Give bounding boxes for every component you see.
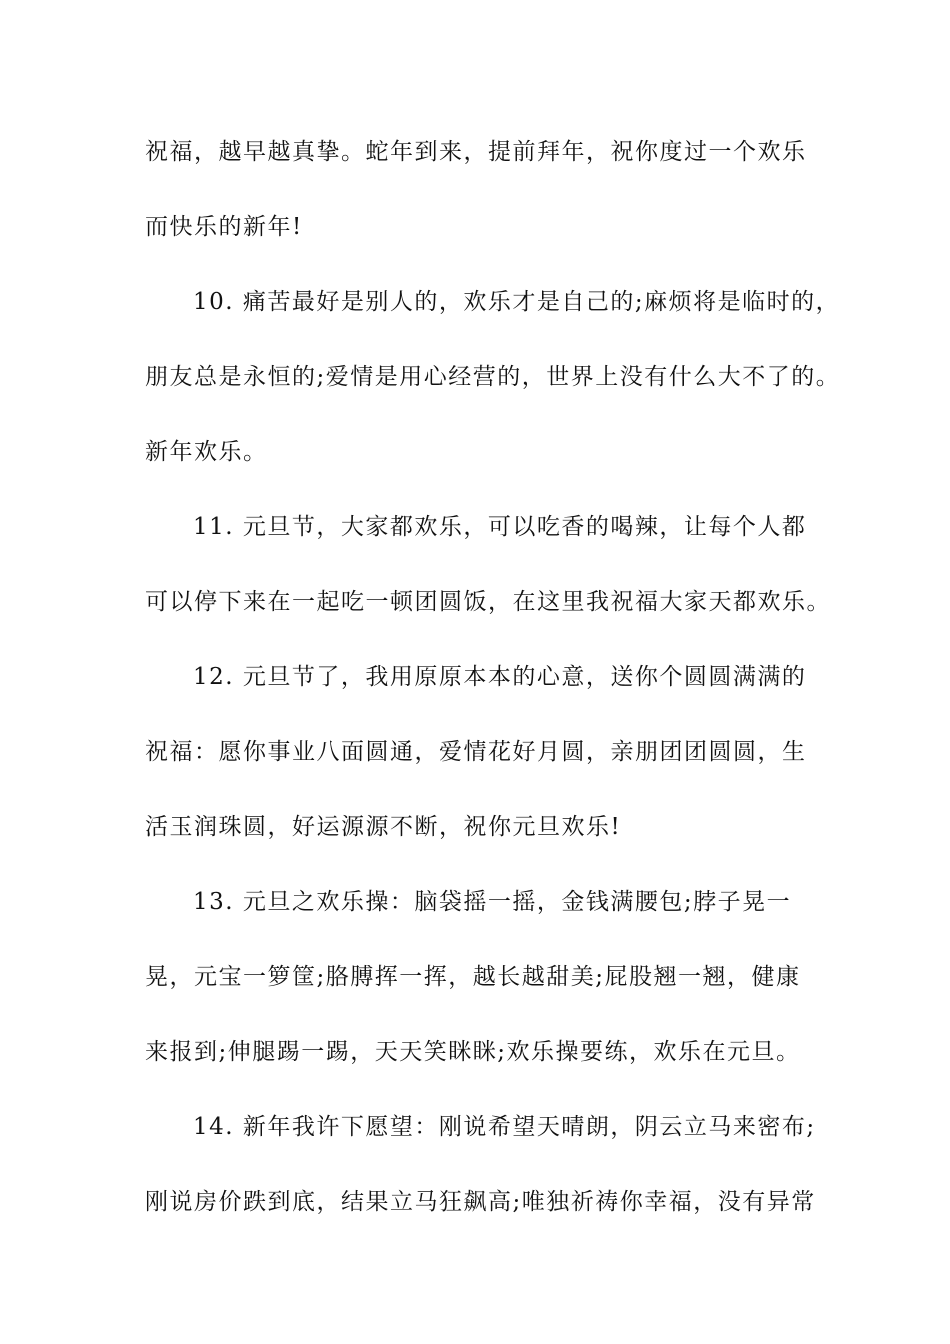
list-item-14-line-1: 14. 新年我许下愿望：刚说希望天晴朗，阴云立马来密布; xyxy=(193,1114,816,1140)
text-line: 可以停下来在一起吃一顿团圆饭，在这里我祝福大家天都欢乐。 xyxy=(145,589,831,615)
text-line: 晃，元宝一箩筐;胳膊挥一挥，越长越甜美;屁股翘一翘，健康 xyxy=(145,964,801,990)
text-line: 朋友总是永恒的;爱情是用心经营的，世界上没有什么大不了的。 xyxy=(145,364,841,390)
text-line: 活玉润珠圆，好运源源不断，祝你元旦欢乐! xyxy=(145,814,622,840)
text-line: 来报到;伸腿踢一踢，天天笑眯眯;欢乐操要练，欢乐在元旦。 xyxy=(145,1039,801,1065)
text-line: 祝福，越早越真挚。蛇年到来，提前拜年，祝你度过一个欢乐 xyxy=(145,139,807,165)
text-line: 刚说房价跌到底，结果立马狂飙高;唯独祈祷你幸福，没有异常 xyxy=(145,1189,816,1215)
list-item-12-line-1: 12. 元旦节了，我用原原本本的心意，送你个圆圆满满的 xyxy=(193,664,807,690)
text-line: 祝福：愿你事业八面圆通，爱情花好月圆，亲朋团团圆圆，生 xyxy=(145,739,807,765)
text-line: 新年欢乐。 xyxy=(145,439,268,465)
text-line: 而快乐的新年! xyxy=(145,214,303,240)
list-item-10-line-1: 10. 痛苦最好是别人的，欢乐才是自己的;麻烦将是临时的， xyxy=(193,289,841,315)
list-item-11-line-1: 11. 元旦节，大家都欢乐，可以吃香的喝辣，让每个人都 xyxy=(193,514,807,540)
list-item-13-line-1: 13. 元旦之欢乐操：脑袋摇一摇，金钱满腰包;脖子晃一 xyxy=(193,889,792,915)
